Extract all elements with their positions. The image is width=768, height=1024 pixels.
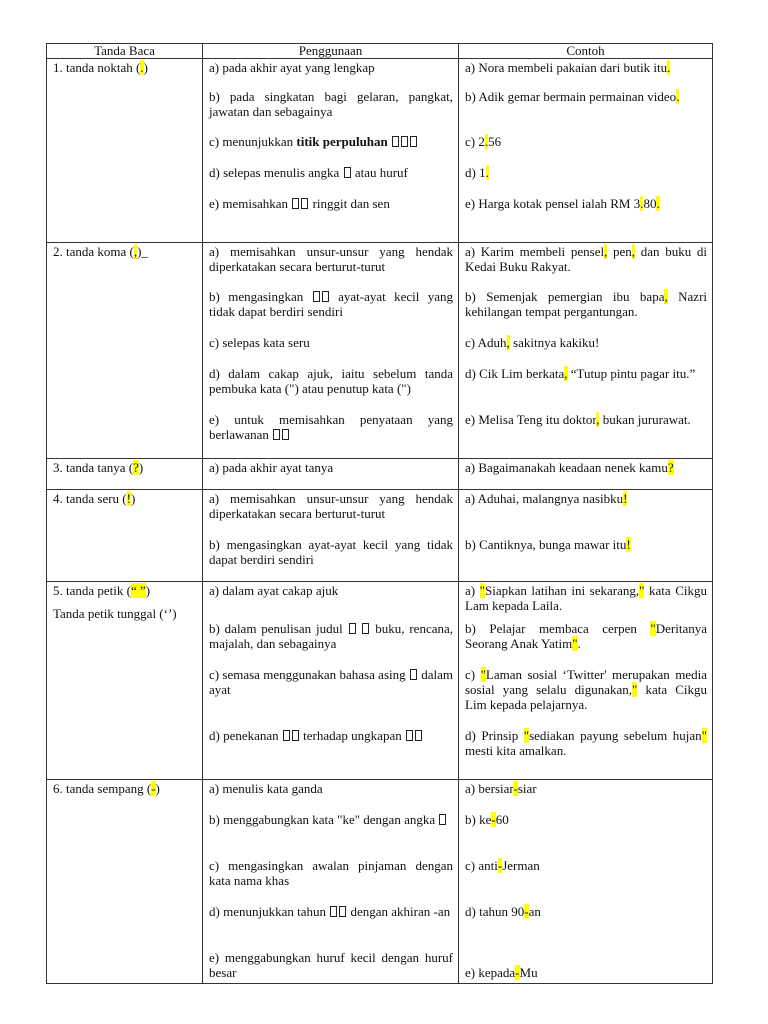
table-row — [47, 582, 713, 780]
usage-e: e) menggabungkan huruf kecil dengan huruf besar — [209, 950, 453, 980]
table-row — [47, 459, 713, 490]
table-row — [47, 59, 713, 243]
punct-highlight: . — [656, 196, 660, 211]
tanda-cell — [47, 459, 203, 490]
punct-highlight: ! — [626, 537, 631, 552]
penggunaan-cell — [203, 459, 459, 490]
missing-glyph-icon — [283, 730, 290, 741]
contoh-cell — [459, 59, 713, 243]
punct-highlight: " — [479, 583, 485, 598]
usage-b: b) pada singkatan bagi gelaran, pangkat, jawatan dan sebagainya — [209, 89, 453, 119]
missing-glyph-icon — [401, 136, 408, 147]
punct-highlight: - — [491, 812, 496, 827]
punct-highlight: " — [480, 667, 486, 682]
punct-highlight: " — [650, 621, 656, 636]
missing-glyph-icon — [406, 730, 413, 741]
usage-c: c) semasa menggunakan bahasa asing dalam ayat — [209, 667, 454, 697]
punct-highlight: . — [676, 89, 680, 104]
example-a: a) Aduhai, malangnya nasibku! — [465, 491, 628, 506]
punct-highlight: . — [484, 134, 489, 149]
example-d: d) tahun 90-an — [465, 904, 541, 919]
punct-highlight: ? — [667, 460, 674, 475]
example-c: c) 2.56 — [465, 134, 502, 149]
missing-glyph-icon — [349, 623, 356, 634]
punct-highlight: , — [564, 366, 568, 381]
example-b: b) ke-60 — [465, 812, 509, 827]
tanda-name: 1. tanda noktah (.) — [53, 60, 148, 75]
missing-glyph-icon — [322, 291, 329, 302]
missing-glyph-icon — [392, 136, 399, 147]
contoh-cell — [459, 243, 713, 459]
punct-highlight: - — [151, 781, 156, 796]
punct-highlight: “ ” — [130, 583, 146, 598]
example-c: c) "Laman sosial ‘Twitter' merupakan media sosial yang selalu digunakan," kata Cikgu Lim kepada pelajarnya. — [465, 667, 708, 712]
missing-glyph-icon — [410, 669, 417, 680]
punct-highlight: " — [701, 728, 707, 743]
missing-glyph-icon — [330, 906, 337, 917]
tanda-name: 3. tanda tanya (?) — [53, 460, 144, 475]
usage-b: b) dalam penulisan judul buku, rencana, majalah, dan sebagainya — [209, 621, 454, 651]
punct-highlight: ! — [623, 491, 628, 506]
example-b: b) Pelajar membaca cerpen "Deritanya Seorang Anak Yatim". — [465, 621, 707, 651]
punct-highlight: , — [133, 244, 138, 259]
usage-a: a) pada akhir ayat yang lengkap — [209, 60, 375, 75]
penggunaan-cell — [203, 582, 459, 780]
example-e: e) Melisa Teng itu doktor, bukan jururawat. — [465, 412, 691, 427]
example-b: b) Adik gemar bermain permainan video. — [465, 89, 680, 104]
usage-d: d) penekanan terhadap ungkapan — [209, 728, 453, 743]
tanda-name: 4. tanda seru (!) — [53, 491, 136, 506]
table-row — [47, 780, 713, 984]
tanda-cell — [47, 582, 203, 780]
missing-glyph-icon — [301, 198, 308, 209]
usage-d: d) selepas menulis angka atau huruf — [209, 165, 408, 180]
punct-highlight: . — [140, 60, 144, 75]
tanda-cell — [47, 243, 203, 459]
punct-highlight: " — [523, 728, 530, 743]
punct-highlight: , — [506, 335, 510, 350]
punctuation-table — [46, 43, 713, 984]
usage-a: a) memisahkan unsur-unsur yang hendak diperkatakan secara berturut-turut — [209, 244, 453, 274]
usage-e: e) memisahkan ringgit dan sen — [209, 196, 390, 211]
missing-glyph-icon — [282, 429, 289, 440]
penggunaan-cell — [203, 490, 459, 582]
punct-highlight: " — [632, 682, 638, 697]
contoh-cell — [459, 490, 713, 582]
punct-highlight: - — [513, 781, 518, 796]
contoh-cell — [459, 780, 713, 984]
punct-highlight: " — [639, 583, 645, 598]
example-d: d) 1. — [465, 165, 489, 180]
usage-d: d) dalam cakap ajuk, iaitu sebelum tanda pembuka kata (") atau penutup kata (") — [209, 366, 453, 396]
usage-a: a) memisahkan unsur-unsur yang hendak diperkatakan secara berturut-turut — [209, 491, 453, 521]
example-b: b) Cantiknya, bunga mawar itu! — [465, 537, 631, 552]
tanda-name: 6. tanda sempang (-) — [53, 781, 160, 796]
example-a: a) "Siapkan latihan ini sekarang," kata Cikgu Lam kepada Laila. — [465, 583, 707, 613]
usage-a: a) pada akhir ayat tanya — [209, 460, 334, 475]
contoh-cell — [459, 459, 713, 490]
example-a: a) bersiar-siar — [465, 781, 537, 796]
table-header-row — [47, 44, 713, 59]
penggunaan-cell — [203, 780, 459, 984]
tanda-cell — [47, 490, 203, 582]
header-contoh: Contoh — [459, 44, 713, 59]
punct-highlight: , — [604, 244, 608, 259]
missing-glyph-icon — [415, 730, 422, 741]
missing-glyph-icon — [362, 623, 369, 634]
example-b: b) Semenjak pemergian ibu bapa, Nazri kehilangan tempat pergantungan. — [465, 289, 708, 319]
punct-highlight: . — [667, 60, 671, 75]
usage-d: d) menunjukkan tahun dengan akhiran -an — [209, 904, 451, 919]
tanda-cell — [47, 59, 203, 243]
header-tanda-baca: Tanda Baca — [47, 44, 203, 59]
punct-highlight: , — [596, 412, 600, 427]
punct-highlight: . — [640, 196, 644, 211]
missing-glyph-icon — [313, 291, 320, 302]
example-d: d) Prinsip "sediakan payung sebelum hujan" mesti kita amalkan. — [465, 728, 707, 758]
missing-glyph-icon — [439, 814, 446, 825]
punct-highlight: - — [524, 904, 529, 919]
punct-highlight: " — [572, 636, 578, 651]
usage-c: c) selepas kata seru — [209, 335, 310, 350]
example-a: a) Karim membeli pensel, pen, dan buku di Kedai Buku Rakyat. — [465, 244, 707, 274]
usage-e: e) untuk memisahkan penyataan yang berlawanan — [209, 412, 453, 442]
example-d: d) Cik Lim berkata, “Tutup pintu pagar itu.” — [465, 366, 696, 381]
example-c: c) Aduh, sakitnya kakiku! — [465, 335, 600, 350]
usage-b: b) mengasingkan ayat-ayat kecil yang tidak dapat berdiri sendiri — [209, 289, 454, 319]
usage-c: c) menunjukkan titik perpuluhan — [209, 134, 453, 165]
usage-a: a) dalam ayat cakap ajuk — [209, 583, 339, 598]
punct-highlight: . — [485, 165, 489, 180]
tanda-name: 5. tanda petik (“ ”) — [53, 583, 151, 598]
missing-glyph-icon — [292, 198, 299, 209]
punct-highlight: - — [497, 858, 503, 873]
penggunaan-cell — [203, 243, 459, 459]
usage-a: a) menulis kata ganda — [209, 781, 323, 796]
missing-glyph-icon — [292, 730, 299, 741]
example-e: e) kepada-Mu — [465, 965, 538, 980]
missing-glyph-icon — [344, 167, 351, 178]
tanda-name: 2. tanda koma (,)_ — [53, 244, 148, 259]
example-e: e) Harga kotak pensel ialah RM 3.80. — [465, 196, 660, 211]
usage-b: b) menggabungkan kata "ke" dengan angka — [209, 812, 453, 858]
example-a: a) Nora membeli pakaian dari butik itu. — [465, 60, 671, 75]
penggunaan-cell — [203, 59, 459, 243]
table-row — [47, 243, 713, 459]
tanda-name-secondary: Tanda petik tunggal (‘’) — [53, 606, 177, 621]
punct-highlight: , — [631, 244, 636, 259]
table-row — [47, 490, 713, 582]
missing-glyph-icon — [410, 136, 417, 147]
example-a: a) Bagaimanakah keadaan nenek kamu? — [465, 460, 674, 475]
header-penggunaan: Penggunaan — [203, 44, 459, 59]
contoh-cell — [459, 582, 713, 780]
usage-c: c) mengasingkan awalan pinjaman dengan kata nama khas — [209, 858, 453, 888]
punct-highlight: , — [664, 289, 668, 304]
punct-highlight: ! — [126, 491, 131, 506]
punct-highlight: - — [515, 965, 520, 980]
example-c: c) anti-Jerman — [465, 858, 540, 873]
punct-highlight: ? — [133, 460, 139, 475]
usage-b: b) mengasingkan ayat-ayat kecil yang tidak dapat berdiri sendiri — [209, 537, 453, 567]
tanda-cell — [47, 780, 203, 984]
missing-glyph-icon — [273, 429, 280, 440]
missing-glyph-icon — [339, 906, 346, 917]
